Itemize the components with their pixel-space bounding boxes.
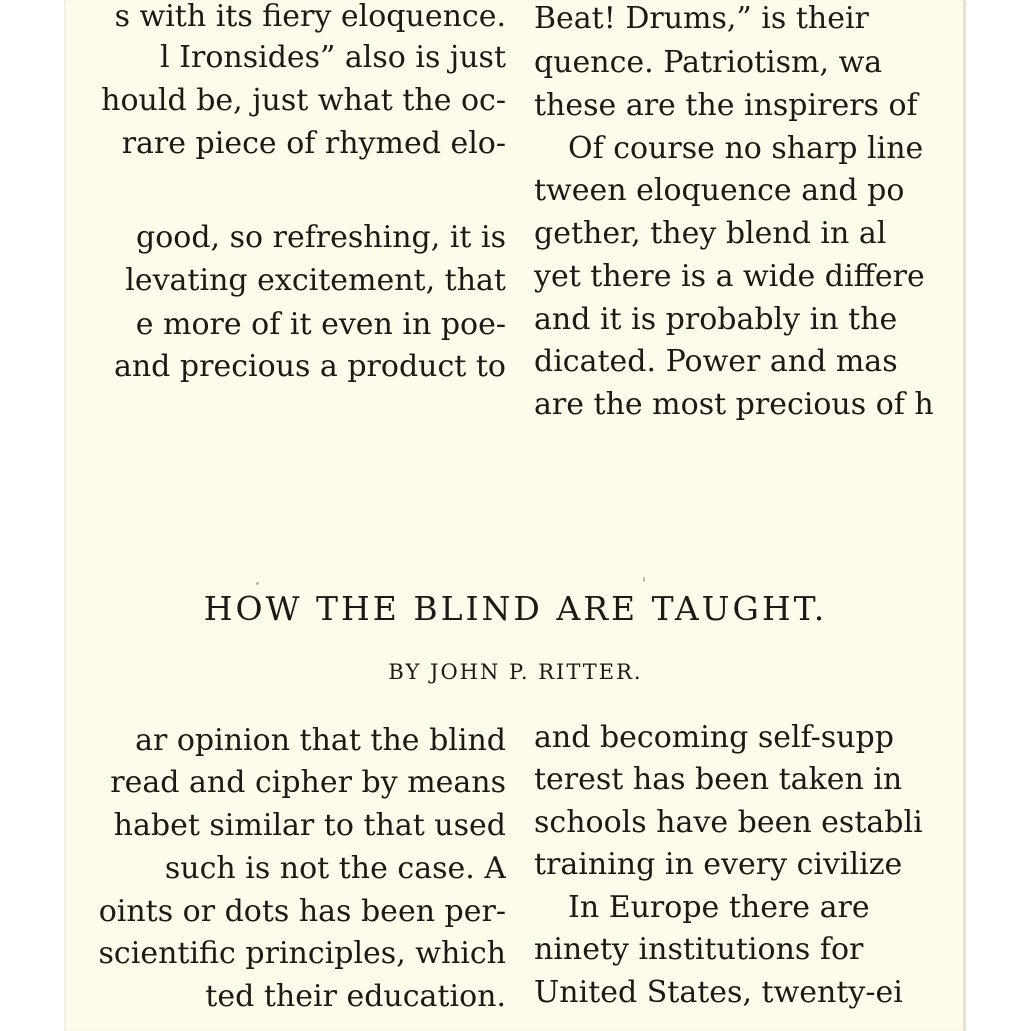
- text-line: United States, twenty-ei: [534, 975, 903, 1010]
- text-line: and precious a product to: [113, 349, 506, 384]
- text-line: Beat! Drums,” is their: [534, 1, 869, 36]
- text-line: habet similar to that used: [113, 808, 506, 843]
- page-right-edge: [963, 0, 966, 1031]
- text-line: In Europe there are: [568, 890, 870, 925]
- top-left-column: [66, 0, 506, 400]
- text-line: quence. Patriotism, wa: [534, 45, 883, 80]
- text-line: gether, they blend in al: [534, 216, 887, 251]
- text-line: ted their education.: [205, 979, 506, 1014]
- text-line: scientific principles, which: [98, 936, 506, 971]
- text-line: yet there is a wide differe: [534, 259, 925, 294]
- text-line: ninety institutions for: [534, 932, 864, 967]
- text-line: and becoming self-supp: [534, 720, 894, 755]
- text-line: oints or dots has been per-: [98, 894, 506, 929]
- text-line: s with its fiery eloquence.: [114, 0, 506, 34]
- bottom-left-column: [66, 715, 506, 1031]
- text-line: good, so refreshing, it is: [136, 220, 506, 255]
- text-line: dicated. Power and mas: [534, 344, 898, 379]
- text-line: are the most precious of h: [534, 387, 934, 422]
- text-line: rare piece of rhymed elo-: [121, 126, 506, 161]
- text-line: and it is probably in the: [534, 302, 898, 337]
- top-right-column: [534, 0, 965, 430]
- text-line: tween eloquence and po: [534, 173, 905, 208]
- text-line: levating excitement, that: [125, 263, 506, 298]
- paper-speck: [643, 577, 645, 582]
- article-title: HOW THE BLIND ARE TAUGHT.: [203, 589, 828, 628]
- text-line: hould be, just what the oc-: [101, 83, 506, 118]
- text-line: [66, 167, 506, 207]
- text-line: such is not the case. A: [164, 851, 506, 886]
- text-line: Of course no sharp line: [568, 131, 924, 166]
- bottom-right-column: [534, 715, 965, 1031]
- text-line: training in every civilize: [534, 847, 903, 882]
- document-page: [66, 0, 965, 1031]
- paper-speck: [256, 582, 259, 585]
- text-line: schools have been establi: [534, 805, 923, 840]
- text-line: ar opinion that the blind: [135, 723, 506, 758]
- text-line: these are the inspirers of: [534, 88, 918, 123]
- article-byline: BY JOHN P. RITTER.: [388, 660, 643, 684]
- text-line: read and cipher by means: [110, 765, 506, 800]
- text-line: terest has been taken in: [534, 762, 903, 797]
- text-line: l Ironsides” also is just: [160, 40, 506, 75]
- text-line: e more of it even in poe-: [135, 307, 506, 342]
